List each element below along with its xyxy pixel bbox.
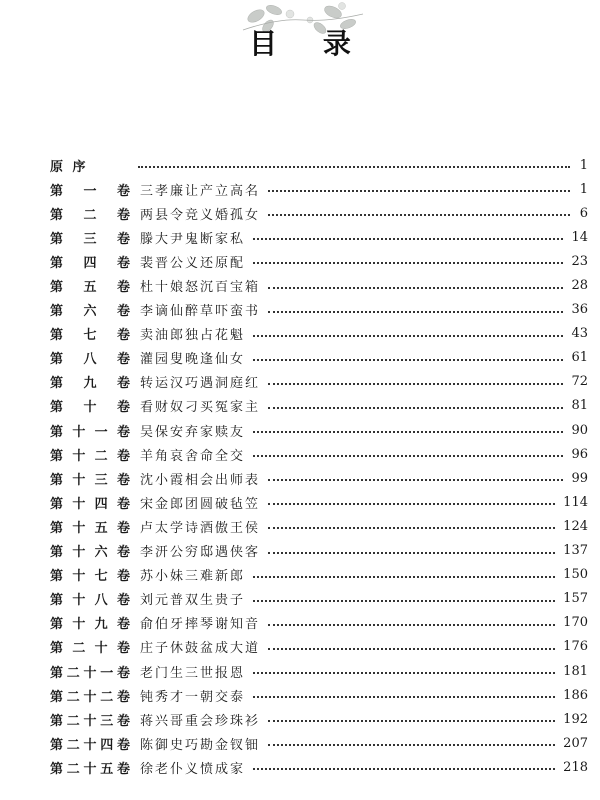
toc-chapter-title: 庄子休鼓盆成大道 — [140, 641, 261, 657]
toc-chapter-title: 俞伯牙摔琴谢知音 — [140, 617, 261, 633]
toc-volume-label: 第 二 十 二 卷 — [50, 689, 130, 705]
toc-volume-label: 第 十 一 卷 — [50, 424, 130, 440]
toc-dot-leader — [253, 431, 563, 433]
toc-volume-label: 原 序 — [50, 159, 86, 175]
toc-volume-label: 第 五 卷 — [50, 280, 130, 296]
toc-chapter-title: 裴晋公义还原配 — [140, 255, 246, 271]
toc-chapter-title: 灌园叟晚逢仙女 — [140, 352, 246, 368]
toc-page-number: 1 — [579, 181, 588, 197]
toc-dot-leader — [253, 768, 555, 770]
toc-chapter-title: 徐老仆义愤成家 — [140, 761, 246, 777]
toc-dot-leader — [138, 166, 570, 168]
toc-chapter-title: 卢太学诗酒傲王侯 — [140, 520, 261, 536]
toc-entry[interactable] — [50, 153, 588, 177]
toc-volume-label: 第 十 七 卷 — [50, 569, 130, 585]
toc-volume-label: 第 九 卷 — [50, 376, 130, 392]
toc-entry[interactable] — [50, 346, 588, 370]
toc-entry[interactable] — [50, 466, 588, 490]
toc-page-number: 114 — [563, 494, 588, 510]
toc-chapter-title: 宋金郎团圆破毡笠 — [140, 496, 261, 512]
toc-volume-label: 第 一 卷 — [50, 183, 130, 199]
toc-page-number: 1 — [579, 157, 588, 173]
toc-dot-leader — [268, 527, 555, 529]
toc-dot-leader — [268, 214, 570, 216]
toc-entry[interactable] — [50, 273, 588, 297]
toc-entry[interactable] — [50, 635, 588, 659]
toc-dot-leader — [253, 455, 563, 457]
toc-chapter-title: 看财奴刁买冤家主 — [140, 400, 261, 416]
toc-dot-leader — [268, 407, 563, 409]
toc-page-number: 96 — [571, 446, 588, 462]
toc-entry[interactable] — [50, 177, 588, 201]
toc-volume-label: 第 二 十 四 卷 — [50, 737, 130, 753]
toc-volume-label: 第 十 三 卷 — [50, 472, 130, 488]
toc-chapter-title: 杜十娘怒沉百宝箱 — [140, 280, 261, 296]
toc-entry[interactable] — [50, 707, 588, 731]
toc-volume-label: 第 十 二 卷 — [50, 448, 130, 464]
toc-page-number: 14 — [571, 229, 588, 245]
toc-page-number: 99 — [571, 470, 588, 486]
toc-dot-leader — [253, 600, 555, 602]
toc-dot-leader — [268, 383, 563, 385]
toc-chapter-title: 转运汉巧遇洞庭红 — [140, 376, 261, 392]
toc-entry[interactable] — [50, 563, 588, 587]
toc-volume-label: 第 十 卷 — [50, 400, 130, 416]
toc-dot-leader — [268, 190, 570, 192]
toc-page-number: 28 — [571, 278, 588, 294]
toc-chapter-title: 滕大尹鬼断家私 — [140, 231, 246, 247]
toc-volume-label: 第 六 卷 — [50, 304, 130, 320]
toc-page-number: 72 — [571, 374, 588, 390]
toc-entry[interactable] — [50, 370, 588, 394]
toc-entry[interactable] — [50, 490, 588, 514]
toc-volume-label: 第 七 卷 — [50, 328, 130, 344]
toc-dot-leader — [253, 238, 563, 240]
toc-volume-label: 第 十 六 卷 — [50, 545, 130, 561]
toc-volume-label: 第 二 十 一 卷 — [50, 665, 130, 681]
toc-page-number: 81 — [571, 398, 588, 414]
toc-entry[interactable] — [50, 442, 588, 466]
toc-volume-label: 第 十 八 卷 — [50, 593, 130, 609]
toc-entry[interactable] — [50, 225, 588, 249]
toc-entry[interactable] — [50, 611, 588, 635]
toc-dot-leader — [268, 287, 563, 289]
toc-page-number: 137 — [563, 543, 588, 559]
toc-dot-leader — [253, 672, 555, 674]
toc-entry[interactable] — [50, 298, 588, 322]
toc-page-number: 157 — [563, 591, 588, 607]
toc-page-number: 218 — [563, 759, 588, 775]
toc-page-number: 192 — [563, 711, 588, 727]
toc-page-number: 181 — [563, 663, 588, 679]
toc-page-number: 176 — [563, 639, 588, 655]
toc-volume-label: 第 十 九 卷 — [50, 617, 130, 633]
toc-volume-label: 第 二 卷 — [50, 207, 130, 223]
toc-volume-label: 第 十 五 卷 — [50, 520, 130, 536]
toc-entry[interactable] — [50, 514, 588, 538]
toc-page-number: 36 — [571, 302, 588, 318]
toc-chapter-title: 李谪仙醉草吓蛮书 — [140, 304, 261, 320]
toc-chapter-title: 羊角哀舍命全交 — [140, 448, 246, 464]
toc-entry[interactable] — [50, 201, 588, 225]
toc-chapter-title: 老门生三世报恩 — [140, 665, 246, 681]
toc-entry[interactable] — [50, 731, 588, 755]
toc-chapter-title: 苏小妹三难新郎 — [140, 569, 246, 585]
toc-entry[interactable] — [50, 322, 588, 346]
toc-dot-leader — [268, 479, 563, 481]
toc-entry[interactable] — [50, 587, 588, 611]
toc-chapter-title: 陈御史巧勘金钗钿 — [140, 737, 261, 753]
toc-volume-label: 第 二 十 卷 — [50, 641, 130, 657]
toc-chapter-title: 钝秀才一朝交泰 — [140, 689, 246, 705]
toc-page-number: 150 — [563, 567, 588, 583]
toc-chapter-title: 沈小霞相会出师表 — [140, 472, 261, 488]
toc-volume-label: 第 四 卷 — [50, 255, 130, 271]
toc-page-number: 43 — [571, 326, 588, 342]
toc-page-number: 124 — [563, 518, 588, 534]
toc-dot-leader — [253, 335, 563, 337]
toc-volume-label: 第 八 卷 — [50, 352, 130, 368]
toc-chapter-title: 李汧公穷邸遇侠客 — [140, 545, 261, 561]
toc-dot-leader — [253, 262, 563, 264]
toc-page-number: 23 — [571, 253, 588, 269]
table-of-contents — [50, 153, 588, 779]
toc-volume-label: 第 三 卷 — [50, 231, 130, 247]
toc-dot-leader — [253, 576, 555, 578]
toc-entry[interactable] — [50, 418, 588, 442]
toc-dot-leader — [253, 359, 563, 361]
toc-chapter-title: 三孝廉让产立高名 — [140, 183, 261, 199]
toc-entry[interactable] — [50, 394, 588, 418]
toc-chapter-title: 卖油郎独占花魁 — [140, 328, 246, 344]
toc-page-number: 186 — [563, 687, 588, 703]
toc-page-number: 170 — [563, 615, 588, 631]
page-title: 目 录 — [249, 27, 369, 60]
toc-page-number: 6 — [579, 205, 588, 221]
toc-chapter-title: 蒋兴哥重会珍珠衫 — [140, 713, 261, 729]
toc-entry[interactable] — [50, 249, 588, 273]
toc-dot-leader — [268, 624, 555, 626]
toc-dot-leader — [268, 552, 555, 554]
toc-chapter-title: 两县令竞义婚孤女 — [140, 207, 261, 223]
toc-page-number: 61 — [571, 350, 588, 366]
toc-chapter-title: 吴保安弃家赎友 — [140, 424, 246, 440]
toc-entry[interactable] — [50, 683, 588, 707]
toc-entry[interactable] — [50, 755, 588, 779]
toc-dot-leader — [268, 648, 555, 650]
toc-dot-leader — [268, 503, 555, 505]
toc-volume-label: 第 二 十 五 卷 — [50, 761, 130, 777]
toc-volume-label: 第 二 十 三 卷 — [50, 713, 130, 729]
toc-dot-leader — [268, 720, 555, 722]
toc-volume-label: 第 十 四 卷 — [50, 496, 130, 512]
toc-chapter-title: 刘元普双生贵子 — [140, 593, 246, 609]
toc-page-number: 90 — [571, 422, 588, 438]
toc-dot-leader — [268, 744, 555, 746]
toc-dot-leader — [253, 696, 555, 698]
toc-page-number: 207 — [563, 735, 588, 751]
toc-entry[interactable] — [50, 659, 588, 683]
toc-dot-leader — [268, 311, 563, 313]
toc-entry[interactable] — [50, 539, 588, 563]
